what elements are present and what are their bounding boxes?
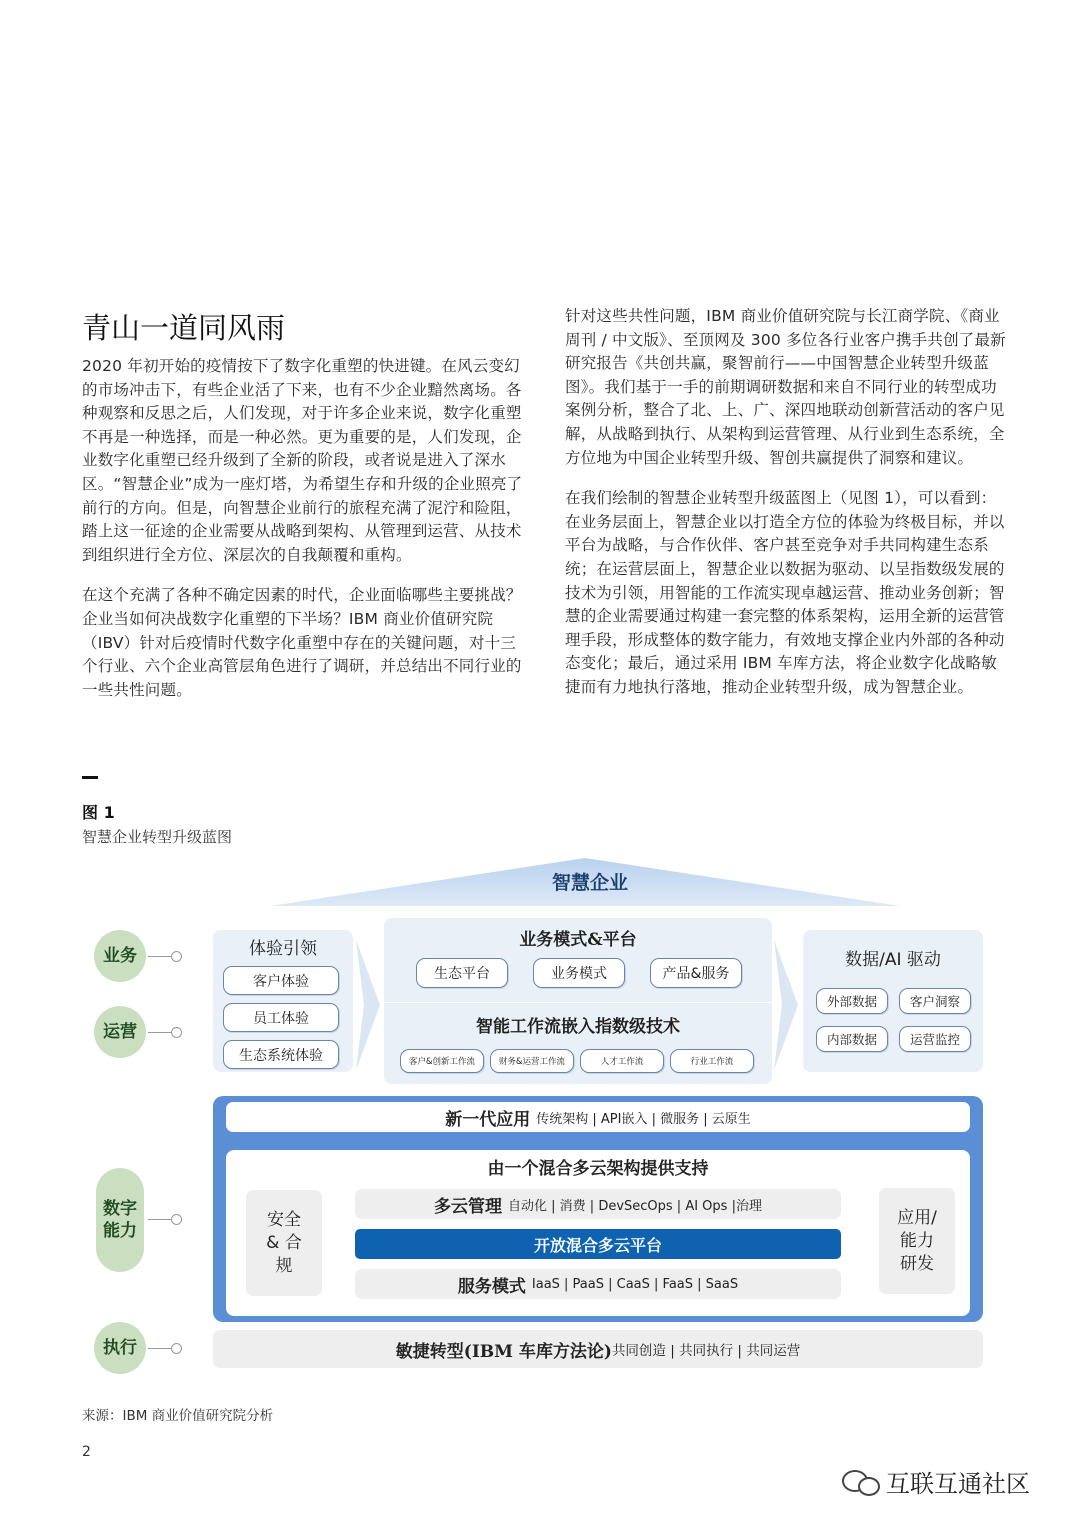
connector — [148, 1219, 172, 1220]
layer-operations: 运营 — [94, 1006, 146, 1058]
data-ai-item: 外部数据 — [816, 988, 888, 1014]
experience-item: 生态系统体验 — [223, 1040, 339, 1069]
layer-digital: 数字能力 — [96, 1168, 144, 1272]
source-note: 来源：IBM 商业价值研究院分析 — [82, 1408, 274, 1424]
business-model-title: 业务模式&平台 — [519, 930, 637, 950]
app-dev-label: 应用/ 能力 研发 — [897, 1207, 937, 1274]
workflow-item: 客户&创新工作流 — [400, 1049, 484, 1073]
chevron-right-icon — [774, 940, 798, 1070]
workflow-item: 财务&运营工作流 — [490, 1049, 574, 1073]
left-column — [82, 355, 528, 719]
connector-node — [171, 951, 182, 962]
experience-title: 体验引领 — [249, 939, 317, 959]
section-heading: 青山一道同风雨 — [82, 311, 286, 345]
hybrid-cloud-title: 由一个混合多云架构提供支持 — [487, 1159, 709, 1179]
multicloud-title: 多云管理 — [434, 1196, 503, 1217]
workflow-item: 人才工作流 — [580, 1049, 664, 1073]
wechat-icon — [842, 1469, 880, 1495]
business-model-item: 业务模式 — [533, 958, 625, 988]
new-apps-detail: 传统架构 | API嵌入 | 微服务 | 云原生 — [536, 1111, 751, 1127]
service-model-title: 服务模式 — [457, 1276, 526, 1297]
figure-divider — [82, 776, 98, 779]
experience-item: 员工体验 — [223, 1003, 339, 1032]
watermark — [842, 1464, 1030, 1499]
connector-node — [171, 1214, 182, 1225]
experience-item: 客户体验 — [223, 966, 339, 995]
data-ai-item: 客户洞察 — [899, 988, 971, 1014]
layer-execution: 执行 — [94, 1322, 146, 1374]
security-label: 安全 & 合规 — [266, 1209, 302, 1276]
figure-caption: 智慧企业转型升级蓝图 — [82, 828, 233, 846]
new-apps-title: 新一代应用 — [445, 1109, 531, 1130]
multicloud-detail: 自动化 | 消费 | DevSecOps | AI Ops |治理 — [508, 1198, 762, 1214]
workflow-title: 智能工作流嵌入指数级技术 — [476, 1017, 680, 1037]
agile-detail: 共同创造 | 共同执行 | 共同运营 — [611, 1343, 801, 1359]
connector — [148, 1348, 172, 1349]
workflow-item: 行业工作流 — [670, 1049, 754, 1073]
service-model-detail: IaaS | PaaS | CaaS | FaaS | SaaS — [531, 1276, 739, 1292]
divider — [384, 1002, 772, 1003]
connector-node — [171, 1027, 182, 1038]
connector — [148, 1032, 172, 1033]
connector-node — [171, 1343, 182, 1354]
business-model-item: 生态平台 — [416, 958, 508, 988]
open-platform-bar: 开放混合多云平台 — [355, 1229, 841, 1259]
paragraph: 在我们绘制的智慧企业转型升级蓝图上（见图 1），可以看到：在业务层面上，智慧企业以打造全方位的体验为终极目标，并以平台为战略，与合作伙伴、客户甚至竞争对手共同构建生态系统；在运营层面上，智慧企业以数据为驱动、以呈指数级发展的技术为引领，用智能的工作流实现卓越运营、推动业务创新；智慧的企业需要通过构建一套完整的体系架构，运用全新的运营管理手段，形成整体的数字能力，有效地支撑企业内外部的各种动态变化；最后，通过采用 IBM 车库方法，将企业数字化战略敏捷而有力地执行落地，推动企业转型升级，成为智慧企业。 — [565, 489, 1005, 696]
service-model-bar — [355, 1269, 841, 1299]
business-model-item: 产品&服务 — [650, 958, 742, 988]
chevron-right-icon — [356, 940, 380, 1070]
paragraph: 针对这些共性问题，IBM 商业价值研究院与长江商学院、《商业周刊 / 中文版》、至顶网及 300 多位各行业客户携手共创了最新研究报告《共创共赢，聚智前行——中国智慧企业转型升级蓝图》。我们基于一手的前期调研数据和来自不同行业的转型成功案例分析，整合了北、上、广、深四地联动创新营活动的客户见解，从战略到执行、从架构到运营管理、从行业到生态系统，全方位地为中国企业转型升级、智创共赢提供了洞察和建议。 — [565, 307, 1006, 467]
roof-title: 智慧企业 — [551, 872, 628, 894]
security-box — [246, 1190, 322, 1296]
agile-bar — [213, 1330, 983, 1368]
agile-title: 敏捷转型(IBM 车库方法论) — [395, 1341, 612, 1362]
page-number: 2 — [82, 1444, 91, 1460]
right-column — [565, 305, 1011, 717]
paragraph: 在这个充满了各种不确定因素的时代，企业面临哪些主要挑战？企业当如何决战数字化重塑的下半场？IBM 商业价值研究院（IBV）针对后疫情时代数字化重塑中存在的关键问题，对十三个行业、六个企业高管层角色进行了调研，并总结出不同行业的一些共性问题。 — [82, 586, 522, 699]
watermark-text: 互联互通社区 — [886, 1470, 1030, 1498]
multicloud-bar — [355, 1189, 841, 1219]
connector — [148, 956, 172, 957]
paragraph: 2020 年初开始的疫情按下了数字化重塑的快进键。在风云变幻的市场冲击下，有些企业活了下来，也有不少企业黯然离场。各种观察和反思之后，人们发现，对于许多企业来说，数字化重塑不再是一种选择，而是一种必然。更为重要的是，人们发现，企业数字化重塑已经升级到了全新的阶段，或者说是进入了深水区。“智慧企业”成为一座灯塔，为希望生存和升级的企业照亮了前行的方向。但是，向智慧企业前行的旅程充满了泥泞和险阻，踏上这一征途的企业需要从战略到架构、从管理到运营、从技术到组织进行全方位、深层次的自我颠覆和重构。 — [82, 357, 523, 564]
app-dev-box — [879, 1188, 955, 1294]
data-ai-item: 内部数据 — [816, 1026, 888, 1052]
layer-business: 业务 — [94, 930, 146, 982]
data-ai-item: 运营监控 — [899, 1026, 971, 1052]
figure-label: 图 1 — [82, 803, 115, 822]
data-ai-title: 数据/AI 驱动 — [845, 950, 941, 970]
new-apps-bar — [226, 1102, 970, 1132]
